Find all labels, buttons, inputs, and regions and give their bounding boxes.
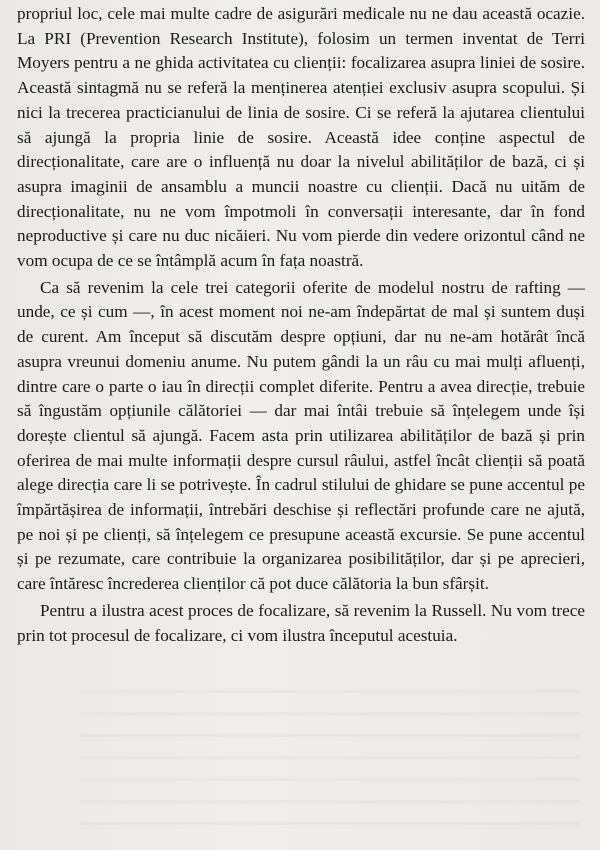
show-through-texture <box>80 690 580 840</box>
paragraph-2: Ca să revenim la cele trei categorii oferite de modelul nostru de rafting — unde, ce și cum —, în acest moment noi ne-am îndepărtat de mal și suntem duși de curent. Am început să discutăm despre opțiuni, dar nu ne-am hotărât încă asupra vreunui domeniu anume. Nu putem gândi la un râu cu mai mulți afluenți, dintre care o parte o iau în direcții complet diferite. Pentru a avea direcție, trebuie să îngustăm opțiunile călătoriei — dar mai întâi trebuie să înțelegem unde își dorește clientul să ajungă. Facem asta prin utilizarea abilităților de bază și prin oferirea de mai multe informații despre cursul râului, astfel încât clienții să poată alege direcția care li se potrivește. În cadrul stilului de ghidare se pune accentul pe împărtășirea de informații, întrebări deschise și reflectări profunde care ne ajută, pe noi și pe clienți, să înțelegem ce presupune această excursie. Se pune accentul și pe rezumate, care contribuie la organizarea posibilităților, dar și pe aprecieri, care întăresc încrederea clienților că pot duce călătoria la bun sfârșit. <box>17 277 585 594</box>
body-text <box>17 2 585 648</box>
paragraph-3: Pentru a ilustra acest proces de focalizare, să revenim la Russell. Nu vom trece prin tot procesul de focalizare, ci vom ilustra începutul acestuia. <box>17 600 585 645</box>
paragraph-1: propriul loc, cele mai multe cadre de asigurări medicale nu ne dau această ocazie. La PRI (Prevention Research Institute), folosim un termen inventat de Terri Moyers pentru a ne ghida activitatea cu clienții: focalizarea asupra liniei de sosire. Această sintagmă nu se referă la menținerea atenției exclusiv asupra scopului. Și nici la trecerea practicianului de linia de sosire. Ci se referă la ajutarea clientului să ajungă la propria linie de sosire. Această idee conține aspectul de direcționalitate, care are o influență nu doar la nivelul abilităților de bază, ci și asupra imaginii de ansamblu a muncii noastre cu clienții. Dacă nu uităm de direcționalitate, nu ne vom împotmoli în conversații interesante, dar în fond neproductive și care nu duc nicăieri. Nu vom pierde din vedere orizontul când ne vom ocupa de ce se întâmplă acum în fața noastră. <box>17 4 585 271</box>
